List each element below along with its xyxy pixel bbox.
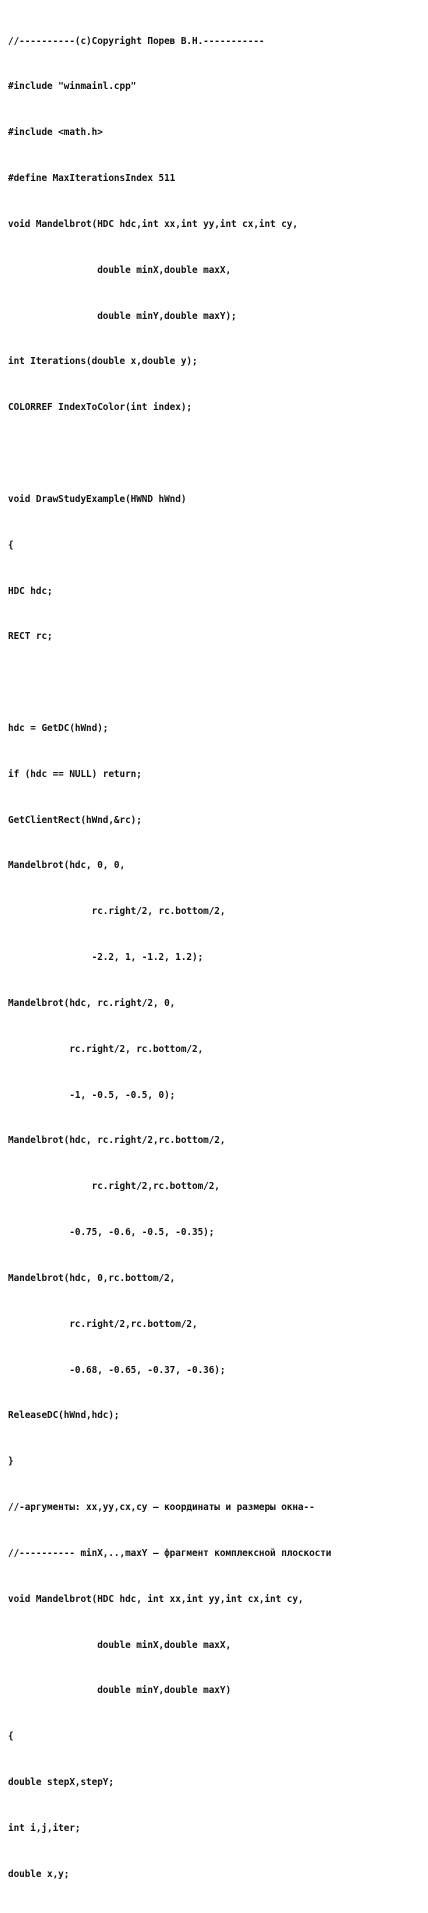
code-listing — [8, 3, 331, 1913]
code-line: Mandelbrot(hdc, 0,rc.bottom/2, — [8, 1272, 176, 1284]
code-line: RECT rc; — [8, 631, 53, 643]
code-line: //----------(c)Copyright Порев В.Н.----------- — [8, 35, 265, 47]
code-line: //---------- minX,..,maxY — фрагмент комплексной плоскости — [8, 1547, 332, 1559]
code-line: rc.right/2, rc.bottom/2, — [8, 1043, 204, 1055]
code-line: rc.right/2,rc.bottom/2, — [8, 1318, 198, 1330]
code-line: double minY,double maxY); — [8, 310, 237, 322]
code-line: void Mandelbrot(HDC hdc,int xx,int yy,int cx,int cy, — [8, 218, 298, 230]
code-line: COLORREF IndexToColor(int index); — [8, 402, 192, 414]
code-line: -1, -0.5, -0.5, 0); — [8, 1089, 176, 1101]
code-line: void Mandelbrot(HDC hdc, int xx,int yy,int cx,int cy, — [8, 1593, 304, 1605]
code-line: Mandelbrot(hdc, rc.right/2,rc.bottom/2, — [8, 1135, 226, 1147]
code-line: -0.75, -0.6, -0.5, -0.35); — [8, 1227, 215, 1239]
code-line: rc.right/2, rc.bottom/2, — [8, 906, 226, 918]
code-line: ReleaseDC(hWnd,hdc); — [8, 1410, 120, 1422]
code-line: rc.right/2,rc.bottom/2, — [8, 1181, 220, 1193]
code-line: HDC hdc; — [8, 585, 53, 597]
code-line: -0.68, -0.65, -0.37, -0.36); — [8, 1364, 226, 1376]
code-line: Mandelbrot(hdc, rc.right/2, 0, — [8, 997, 176, 1009]
code-line: double minY,double maxY) — [8, 1685, 232, 1697]
code-line: void DrawStudyExample(HWND hWnd) — [8, 493, 187, 505]
code-line: //-аргументы: xx,yy,cx,cy — координаты и размеры окна-- — [8, 1502, 315, 1514]
code-line: { — [8, 539, 14, 551]
code-line: Mandelbrot(hdc, 0, 0, — [8, 860, 126, 872]
code-line: double minX,double maxX, — [8, 264, 232, 276]
code-line — [8, 675, 331, 690]
code-line: double minX,double maxX, — [8, 1639, 232, 1651]
code-line: -2.2, 1, -1.2, 1.2); — [8, 952, 204, 964]
code-line — [8, 446, 331, 461]
code-line: double stepX,stepY; — [8, 1777, 114, 1789]
code-line: hdc = GetDC(hWnd); — [8, 722, 109, 734]
code-line: #include "winmainl.cpp" — [8, 81, 137, 93]
code-line: { — [8, 1731, 14, 1743]
code-line: double x,y; — [8, 1868, 70, 1880]
code-line: int i,j,iter; — [8, 1822, 81, 1834]
code-line: } — [8, 1456, 14, 1468]
code-line: int Iterations(double x,double y); — [8, 356, 198, 368]
code-line: #include <math.h> — [8, 127, 103, 139]
code-line: if (hdc == NULL) return; — [8, 768, 142, 780]
code-line: #define MaxIterationsIndex 511 — [8, 173, 176, 185]
code-line: GetClientRect(hWnd,&rc); — [8, 814, 142, 826]
